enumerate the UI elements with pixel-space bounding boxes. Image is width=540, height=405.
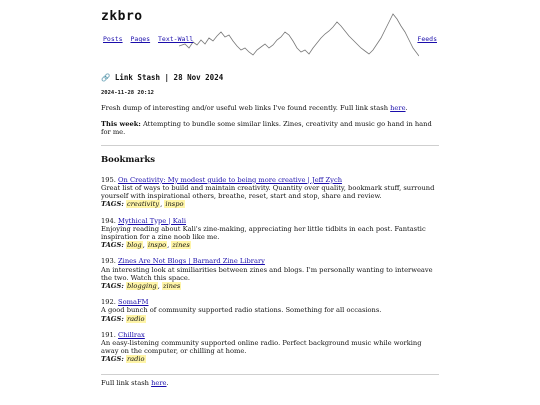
bookmarks-heading: Bookmarks	[101, 154, 156, 165]
nav-pages-link[interactable]: Pages	[130, 35, 151, 43]
bookmark-description: Great list of ways to build and maintain creativity. Quantity over quality, bookmark stuff, surround yourself with inspirational others, breathe, reset, start and stop, share and review.	[101, 184, 435, 201]
intro-stash-link[interactable]: here	[390, 104, 406, 112]
footer-stash-link[interactable]: here	[151, 378, 167, 387]
bookmark-tags: TAGS: radio	[101, 314, 145, 323]
tag-badge[interactable]: inspo	[165, 200, 184, 209]
post-date: 2024-11-28 20:12	[101, 90, 154, 96]
main-nav	[103, 35, 197, 43]
bookmark-item	[101, 298, 439, 323]
bookmark-item	[101, 176, 439, 209]
divider	[101, 374, 439, 375]
tag-badge[interactable]: blogging	[126, 282, 157, 291]
tag-badge[interactable]: creativity	[126, 200, 160, 209]
tag-badge[interactable]: inspo	[147, 241, 167, 250]
bookmark-link[interactable]: SomaFM	[118, 298, 149, 307]
bookmark-description: A good bunch of community supported radio stations. Something for all occasions.	[101, 306, 382, 315]
bookmark-title-line: 193. Zines Are Not Blogs | Barnard Zine Library	[101, 257, 265, 266]
bookmark-link[interactable]: On Creativity: My modest guide to being more creative | Jeff Zych	[118, 175, 343, 184]
bookmark-title-line: 192. SomaFM	[101, 298, 149, 307]
post-title: 🔗 Link Stash | 28 Nov 2024	[101, 73, 224, 82]
bookmark-description: Enjoying reading about Kali's zine-making, appreciating her little tidbits in each post. Fantastic inspiration for a zine noob like me.	[101, 224, 426, 242]
intro-paragraph: Fresh dump of interesting and/or useful web links I've found recently. Full link stash here.	[101, 104, 408, 112]
bookmark-tags: TAGS: radio	[101, 355, 145, 364]
post-content	[101, 104, 439, 395]
bookmark-link[interactable]: Chillrax	[118, 330, 145, 339]
site-title[interactable]: zkbro	[101, 9, 143, 24]
nav-feeds-link[interactable]: Feeds	[417, 35, 437, 43]
bookmark-tags: TAGS: blogging, zines	[101, 282, 181, 291]
bookmark-description: An interesting look at similiarities between zines and blogs. I'm personally wanting to interweave the two. Watch this space.	[101, 265, 433, 282]
tag-badge[interactable]: radio	[126, 314, 145, 323]
divider	[101, 145, 439, 146]
bookmark-title-line: 194. Mythical Type | Kali	[101, 216, 187, 225]
sparkline-decoration	[179, 10, 419, 60]
bookmarks-list	[101, 176, 439, 364]
bookmark-item	[101, 257, 439, 290]
bookmark-description: An easy-listening community supported online radio. Perfect background music while working away on the computer, or chilling at home.	[101, 339, 422, 356]
nav-posts-link[interactable]: Posts	[103, 35, 123, 43]
tag-badge[interactable]: blog	[126, 241, 142, 250]
bookmark-title-line: 191. Chillrax	[101, 330, 145, 339]
bookmark-tags: TAGS: blog, inspo, zines	[101, 241, 190, 250]
tag-badge[interactable]: zines	[172, 241, 190, 250]
tag-badge[interactable]: zines	[162, 282, 181, 291]
bookmark-link[interactable]: Zines Are Not Blogs | Barnard Zine Library	[118, 257, 265, 266]
footer-paragraph: Full link stash here.	[101, 378, 169, 387]
bookmark-link[interactable]: Mythical Type | Kali	[118, 216, 187, 225]
bookmark-title-line: 195. On Creativity: My modest guide to being more creative | Jeff Zych	[101, 175, 343, 184]
bookmark-item	[101, 331, 439, 364]
bookmark-item	[101, 217, 439, 250]
this-week-paragraph: This week: Attempting to bundle some similar links. Zines, creativity and music go hand in hand for me.	[101, 120, 432, 137]
tag-badge[interactable]: radio	[126, 355, 145, 364]
nav-text-wall-link[interactable]: Text-Wall	[158, 35, 194, 43]
bookmark-tags: TAGS: creativity, inspo	[101, 200, 184, 209]
